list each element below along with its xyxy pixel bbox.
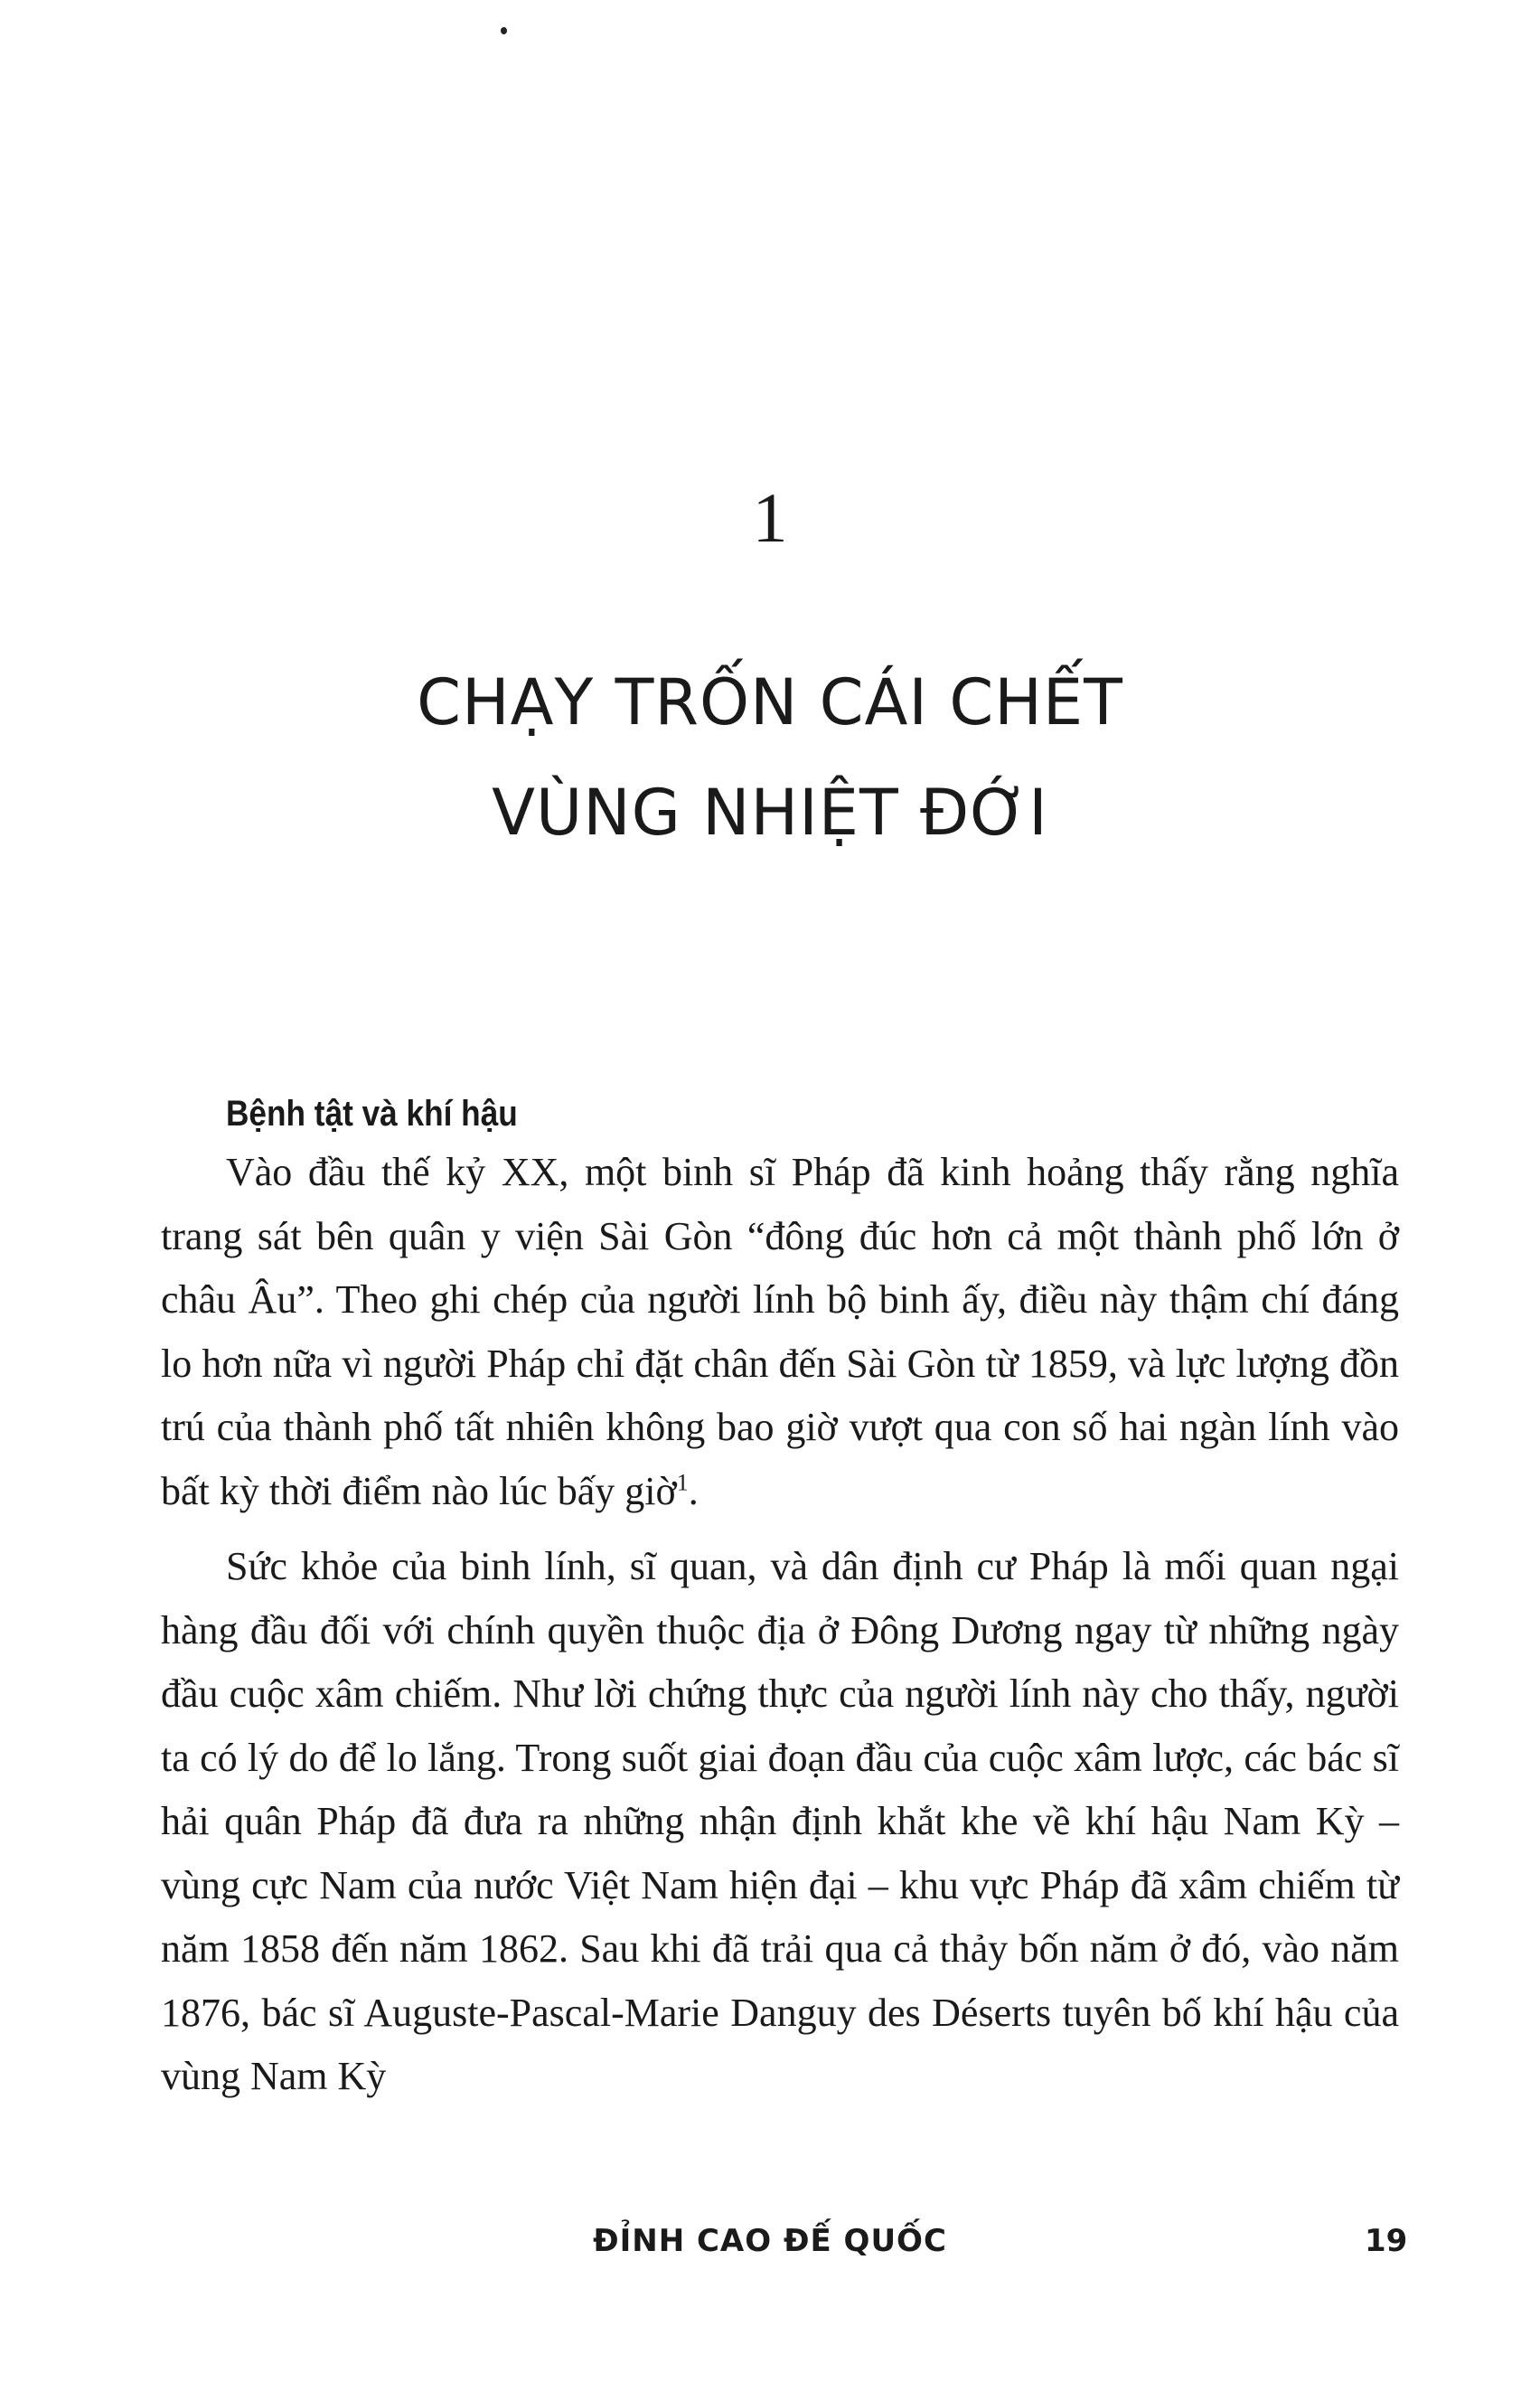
chapter-title-line-1: CHẠY TRỐN CÁI CHẾT	[417, 665, 1123, 739]
paragraph	[161, 1535, 1399, 2109]
section-heading: Bệnh tật và khí hậu	[226, 1094, 518, 1134]
chapter-title-line-2: VÙNG NHIỆT ĐỚI	[492, 776, 1048, 850]
running-footer-book-title: ĐỈNH CAO ĐẾ QUỐC	[593, 2223, 947, 2259]
chapter-title	[0, 647, 1540, 868]
paragraph-end: .	[688, 1468, 699, 1513]
page-number: 19	[1365, 2223, 1408, 2259]
ink-speck	[501, 27, 507, 34]
footnote-marker: 1	[676, 1468, 689, 1495]
paragraph-text: Sức khỏe của binh lính, sĩ quan, và dân định cư Pháp là mối quan ngại hàng đầu đối với chính quyền thuộc địa ở Đông Dương ngay từ những ngày đầu cuộc xâm chiếm. Như lời chứng thực của người lính này cho thấy, người ta có lý do để lo lắng. Trong suốt giai đoạn đầu của cuộc xâm lược, các bác sĩ hải quân Pháp đã đưa ra những nhận định khắt khe về khí hậu Nam Kỳ – vùng cực Nam của nước Việt Nam hiện đại – khu vực Pháp đã xâm chiếm từ năm 1858 đến năm 1862. Sau khi đã trải qua cả thảy bốn năm ở đó, vào năm 1876, bác sĩ Auguste-Pascal-Marie Danguy des Déserts tuyên bố khí hậu của vùng Nam Kỳ	[161, 1544, 1399, 2098]
paragraph-text: Vào đầu thế kỷ XX, một binh sĩ Pháp đã kinh hoảng thấy rằng nghĩa trang sát bên quân y viện Sài Gòn “đông đúc hơn cả một thành phố lớn ở châu Âu”. Theo ghi chép của người lính bộ binh ấy, điều này thậm chí đáng lo hơn nữa vì người Pháp chỉ đặt chân đến Sài Gòn từ 1859, và lực lượng đồn trú của thành phố tất nhiên không bao giờ vượt qua con số hai ngàn lính vào bất kỳ thời điểm nào lúc bấy giờ	[161, 1150, 1399, 1513]
paragraph	[161, 1141, 1399, 1523]
chapter-number: 1	[752, 478, 788, 557]
body-text	[161, 1141, 1399, 2109]
